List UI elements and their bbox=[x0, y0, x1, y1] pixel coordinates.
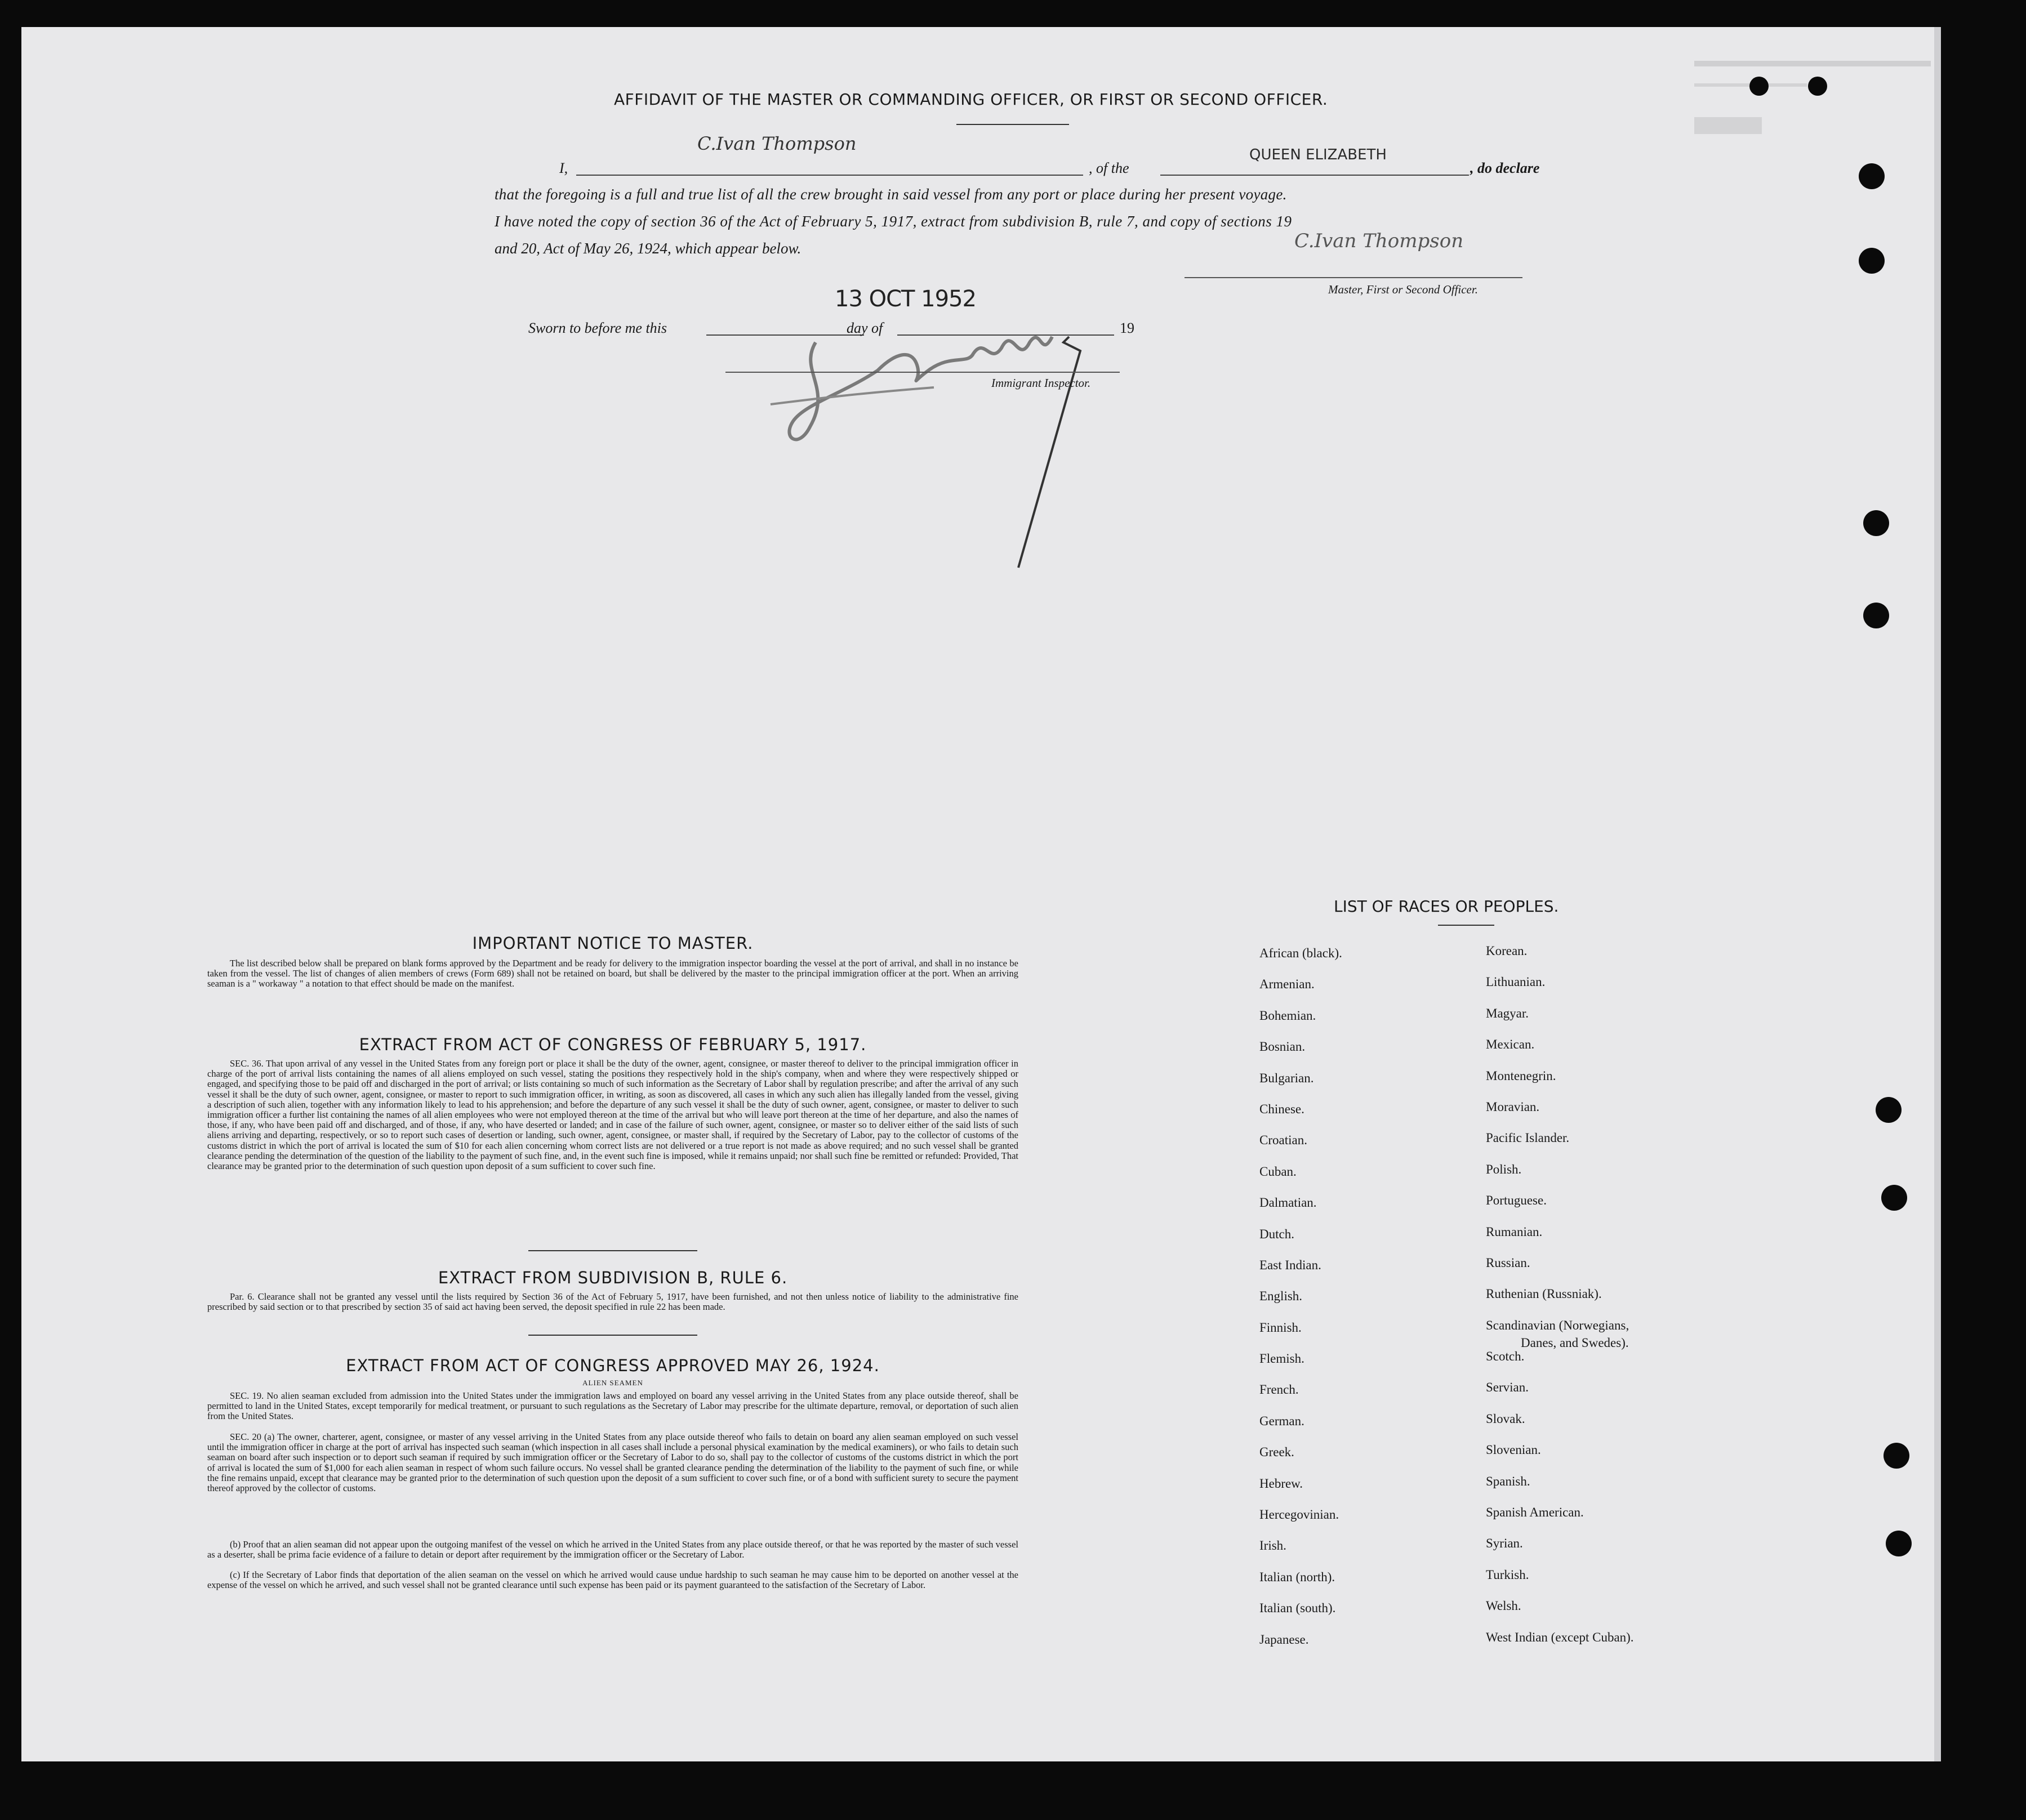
race-item: Portuguese. bbox=[1486, 1193, 1547, 1208]
of-the-label: , of the bbox=[1089, 160, 1129, 176]
subdivision-text: Par. 6. Clearance shall not be granted any vessel until the lists required by Section 36 of the Act of February 5, 1917, have been furnished, and not then unless notice of liability to the administrative fine prescribed by said section or to that prescribed by section 35 of said act having been served, the deposit specified in rule 22 has been made. bbox=[207, 1291, 1018, 1313]
inspector-signature-scribble bbox=[748, 303, 1154, 573]
race-item: Flemish. bbox=[1259, 1351, 1304, 1366]
race-item: Chinese. bbox=[1259, 1101, 1304, 1116]
year-label: 19 bbox=[1120, 320, 1134, 336]
race-item: Pacific Islander. bbox=[1486, 1131, 1570, 1145]
extract-1917-title: EXTRACT FROM ACT OF CONGRESS OF FEBRUARY 5, 1917. bbox=[359, 1035, 867, 1054]
sec20c-text: (c) If the Secretary of Labor finds that deportation of the alien seaman on the vessel on which he arrived would cause undue hardship to such seaman he may cause him to be deported on another vessel at the expense of the vessel on which he arrived, and such vessel shall not be granted clearance until such expense has been paid or its payment guaranteed to the satisfaction of the Secretary of Labor. bbox=[207, 1569, 1018, 1591]
master-name-line bbox=[576, 175, 1083, 176]
race-item: German. bbox=[1259, 1413, 1304, 1428]
race-item: English. bbox=[1259, 1289, 1303, 1304]
races-left-column bbox=[1259, 946, 1342, 1663]
extract-1917-text: SEC. 36. That upon arrival of any vessel in the United States from any foreign port or place it shall be the duty of the owner, agent, consignee, or master thereof to deliver to the principal immigration officer in charge of the port of arrival lists containing the names of all aliens employed on such vessel, stating the positions they respectively hold in the ship's company, when and where they were respectively shipped or engaged, and specifying those to be paid off and discharged in the port of arrival; or lists containing so much of such information as the Secretary of Labor shall by regulation prescribe; and after the arrival of any such vessel it shall be the duty of such owner, agent, consignee, or master to report to such immigration officer, in writing, as soon as discovered, all cases in which any such alien has illegally landed from the vessel, giving a description of such alien, together with any information likely to lead to his apprehension; and before the departure of any such vessel it shall be the duty of such owner, agent, consignee, or master to deliver to such immigration officer a further list containing the names of all alien employees who were not employed thereon at the time of the arrival but who will leave port thereon at the time of her departure, and also the names of those, if any, who have been paid off and discharged, and of those, if any, who have deserted or landed; and in case of the failure of such owner, agent, consignee, or master so to deliver either of the said lists of such aliens arriving and departing, respectively, or so to report such cases of desertion or landing, such owner, agent, consignee, or master shall, if required by the Secretary of Labor, pay to the collector of customs of the customs district in which the port of arrival is located the sum of $10 for each alien concerning whom correct lists are not delivered or a true report is not made as above required; and no such vessel shall be granted clearance pending the determination of the question of the liability to the payment of such fine, and, in the event such fine is imposed, while it remains unpaid; nor shall such fine be remitted or refunded: Provided, That clearance may be granted prior to the determination of such question upon deposit of a sum sufficient to cover such fine. bbox=[207, 1058, 1018, 1172]
punch-hole bbox=[1876, 1097, 1902, 1123]
i-label: I, bbox=[559, 160, 568, 176]
sec20a-text: SEC. 20 (a) The owner, charterer, agent, consignee, or master of any vessel arriving in the United States from any place outside thereof who fails to detain on board any alien seaman employed on such vessel until the immigration officer in charge at the port of arrival has inspected such seaman (which inspection in all cases shall include a personal physical examination by the medical examiners), or who fails to detain such seaman on board after such inspection or to deport such seaman if required by such immigration officer or the Secretary of Labor to do so, shall pay to the collector of customs of the customs district in which the port of arrival is located the sum of $1,000 for each alien seaman in respect of whom such failure occurs. No vessel shall be granted clearance pending the determination of the liability to the payment of such fine, or while the fine remains unpaid, except that clearance may be granted prior to the determination of such question upon the deposit of a sum sufficient to cover such fine, or of a bond with sufficient surety to secure the payment thereof approved by the collector of customs. bbox=[207, 1431, 1018, 1494]
subdivision-title: EXTRACT FROM SUBDIVISION B, RULE 6. bbox=[438, 1268, 788, 1287]
race-item: West Indian (except Cuban). bbox=[1486, 1630, 1634, 1644]
divider-1 bbox=[528, 1250, 697, 1251]
notice-text: The list described below shall be prepared on blank forms approved by the Department and be ready for delivery to the immigration inspector boarding the vessel at the port of arrival, and shall in no instance be taken from the vessel. The list of changes of alien members of crews (Form 689) shall not be retained on board, but shall be delivered by the master to the principal immigration officer at the port. When an arriving seaman is a " workaway " a notation to that effect should be made on the manifest. bbox=[207, 958, 1018, 989]
race-item: Korean. bbox=[1486, 944, 1528, 958]
race-item: Irish. bbox=[1259, 1538, 1286, 1553]
race-item: Italian (north). bbox=[1259, 1569, 1335, 1584]
race-item: French. bbox=[1259, 1382, 1299, 1397]
sec20b-text: (b) Proof that an alien seaman did not appear upon the outgoing manifest of the vessel on which he arrived in the United States from any place outside thereof, or that he was reported by the master of such vessel as a deserter, shall be prima facie evidence of a failure to detain or deport after requirement by the immigration officer or the Secretary of Labor. bbox=[207, 1539, 1018, 1560]
race-item: Bohemian. bbox=[1259, 1008, 1316, 1023]
race-item: Mexican. bbox=[1486, 1037, 1535, 1052]
punch-hole bbox=[1808, 77, 1827, 96]
race-item: Spanish. bbox=[1486, 1474, 1530, 1488]
race-item: African (black). bbox=[1259, 946, 1342, 960]
affidavit-body-line2: I have noted the copy of section 36 of the Act of February 5, 1917, extract from subdivision B, rule 7, and copy of sections 19 bbox=[495, 213, 1292, 230]
inspector-signature bbox=[866, 331, 915, 344]
extract-1924-title: EXTRACT FROM ACT OF CONGRESS APPROVED MAY 26, 1924. bbox=[346, 1356, 880, 1375]
race-item: Magyar. bbox=[1486, 1006, 1529, 1020]
signature-caption: Master, First or Second Officer. bbox=[1328, 283, 1478, 296]
bleed-through-artifact bbox=[1689, 50, 1936, 218]
race-item: Slovenian. bbox=[1486, 1443, 1541, 1457]
signature-line bbox=[1185, 277, 1522, 278]
sec19-text: SEC. 19. No alien seaman excluded from admission into the United States under the immigration laws and employed on board any vessel arriving in the United States from any place outside thereof, shall be permitted to land in the United States, except temporarily for medical treatment, or pursuant to such regulations as the Secretary of Labor may prescribe for the ultimate departure, removal, or deportation of such alien from the United States. bbox=[207, 1390, 1018, 1422]
race-item: Servian. bbox=[1486, 1380, 1529, 1395]
race-item: Finnish. bbox=[1259, 1320, 1302, 1335]
affidavit-body-line1: that the foregoing is a full and true list of all the crew brought in said vessel from any port or place during her present voyage. bbox=[495, 186, 1287, 203]
race-item: Cuban. bbox=[1259, 1164, 1297, 1179]
sworn-label: Sworn to before me this bbox=[528, 320, 667, 336]
race-item: Italian (south). bbox=[1259, 1601, 1336, 1616]
affidavit-title-rule bbox=[956, 124, 1069, 125]
inspector-line bbox=[725, 372, 1120, 373]
races-scandinavian-continuation: Danes, and Swedes). bbox=[1521, 1336, 1629, 1350]
race-item: Slovak. bbox=[1486, 1411, 1525, 1426]
race-item: Polish. bbox=[1486, 1162, 1522, 1176]
punch-hole bbox=[1749, 77, 1769, 96]
date-stamp: 13 OCT 1952 bbox=[835, 286, 976, 312]
race-item: Moravian. bbox=[1486, 1099, 1540, 1114]
extract-1924-subtitle: ALIEN SEAMEN bbox=[582, 1379, 643, 1387]
do-declare-label: , do declare bbox=[1470, 160, 1540, 176]
punch-hole bbox=[1883, 1443, 1909, 1469]
divider-2 bbox=[528, 1335, 697, 1336]
vessel-stamp: QUEEN ELIZABETH bbox=[1249, 146, 1387, 163]
punch-hole bbox=[1881, 1185, 1907, 1211]
race-item: Croatian. bbox=[1259, 1133, 1307, 1148]
punch-hole bbox=[1863, 603, 1889, 628]
master-name-handwriting: C.Ivan Thompson bbox=[697, 133, 857, 154]
races-title: LIST OF RACES OR PEOPLES. bbox=[1334, 897, 1559, 916]
race-item: Montenegrin. bbox=[1486, 1068, 1556, 1083]
notice-title: IMPORTANT NOTICE TO MASTER. bbox=[472, 934, 754, 953]
punch-hole bbox=[1859, 248, 1885, 274]
document-page bbox=[21, 27, 1941, 1761]
race-item: Japanese. bbox=[1259, 1632, 1309, 1647]
punch-hole bbox=[1863, 510, 1889, 536]
inspector-caption: Immigrant Inspector. bbox=[991, 376, 1091, 390]
race-item: Armenian. bbox=[1259, 977, 1315, 992]
race-item: Dalmatian. bbox=[1259, 1196, 1317, 1210]
affidavit-body-line3: and 20, Act of May 26, 1924, which appear below. bbox=[495, 240, 802, 257]
race-item: Ruthenian (Russniak). bbox=[1486, 1287, 1602, 1301]
vessel-line bbox=[1160, 175, 1469, 176]
race-item: East Indian. bbox=[1259, 1257, 1321, 1272]
race-item: Spanish American. bbox=[1486, 1505, 1584, 1520]
race-item: Scotch. bbox=[1486, 1349, 1525, 1364]
day-of-label: day of bbox=[847, 320, 883, 336]
race-item: Bosnian. bbox=[1259, 1040, 1306, 1054]
race-item: Syrian. bbox=[1486, 1536, 1523, 1551]
race-item: Lithuanian. bbox=[1486, 975, 1546, 989]
race-item: Greek. bbox=[1259, 1445, 1294, 1460]
race-item: Rumanian. bbox=[1486, 1224, 1543, 1239]
race-item: Turkish. bbox=[1486, 1567, 1529, 1582]
race-item: Bulgarian. bbox=[1259, 1070, 1314, 1085]
races-right-column bbox=[1486, 944, 1634, 1661]
punch-hole bbox=[1886, 1531, 1912, 1556]
race-item: Dutch. bbox=[1259, 1226, 1294, 1241]
affidavit-title: AFFIDAVIT OF THE MASTER OR COMMANDING OFFICER, OR FIRST OR SECOND OFFICER. bbox=[614, 90, 1328, 109]
race-item: Hebrew. bbox=[1259, 1476, 1303, 1491]
master-signature: C.Ivan Thompson bbox=[1294, 230, 1464, 252]
race-item: Hercegovinian. bbox=[1259, 1507, 1339, 1522]
race-item: Scandinavian (Norwegians, bbox=[1486, 1318, 1629, 1332]
punch-hole bbox=[1859, 163, 1885, 189]
races-title-rule bbox=[1438, 925, 1494, 926]
race-item: Russian. bbox=[1486, 1255, 1530, 1270]
race-item: Welsh. bbox=[1486, 1599, 1521, 1613]
